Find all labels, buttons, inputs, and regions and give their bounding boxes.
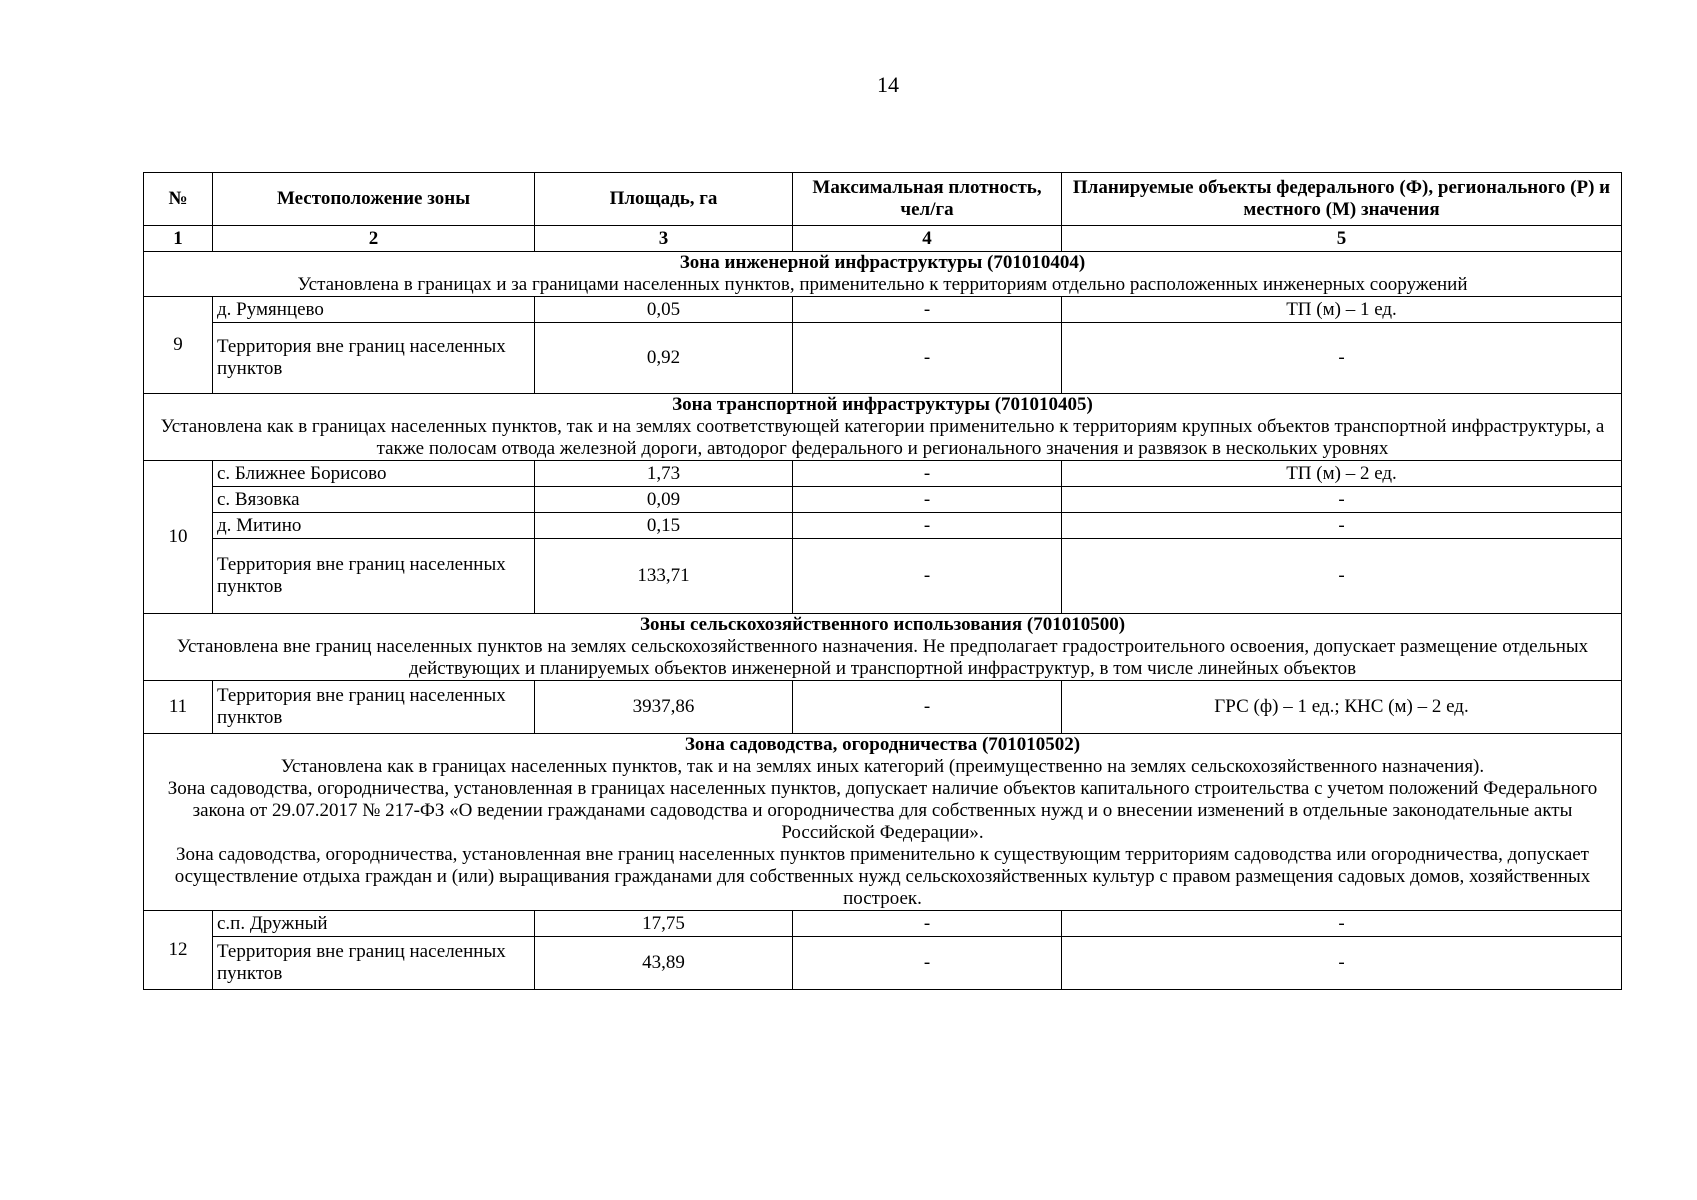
objects-cell: - [1062,323,1622,394]
section-title: Зона садоводства, огородничества (701010502) [684,734,1081,755]
area-cell: 133,71 [535,539,793,614]
objects-cell: - [1062,487,1622,513]
zone-number: 11 [144,681,213,734]
location-cell: с. Ближнее Борисово [213,461,535,487]
objects-cell: ГРС (ф) – 1 ед.; КНС (м) – 2 ед. [1062,681,1622,734]
density-cell: - [793,911,1062,937]
table-row [144,323,1622,394]
header-number: № [144,173,213,226]
objects-cell: ТП (м) – 2 ед. [1062,461,1622,487]
location-cell: с.п. Дружный [213,911,535,937]
zone-number: 12 [144,911,213,990]
objects-cell: - [1062,937,1622,990]
area-cell: 0,15 [535,513,793,539]
table-row [144,539,1622,614]
density-cell: - [793,681,1062,734]
section-description: Установлена в границах и за границами населенных пунктов, применительно к территориям отдельно расположенных инженерных сооружений [297,274,1468,295]
section-description: Зона садоводства, огородничества, установленная вне границ населенных пунктов применительно к существующим территориям садоводства или огородничества, допускает осуществление отдыха граждан и (или) выращивания гражданами для собственных нужд сельскохозяйственных культур с правом размещения садовых домов, хозяйственных построек. [174,844,1591,909]
section-header-row [144,734,1622,911]
location-cell: Территория вне границ населенных пунктов [213,937,535,990]
column-number: 5 [1062,226,1622,252]
area-cell: 43,89 [535,937,793,990]
area-cell: 3937,86 [535,681,793,734]
column-numbers-row [144,226,1622,252]
column-number: 4 [793,226,1062,252]
objects-cell: ТП (м) – 1 ед. [1062,297,1622,323]
location-cell: д. Румянцево [213,297,535,323]
density-cell: - [793,937,1062,990]
density-cell: - [793,487,1062,513]
area-cell: 1,73 [535,461,793,487]
section-header [144,734,1622,911]
location-cell: Территория вне границ населенных пунктов [213,323,535,394]
density-cell: - [793,297,1062,323]
location-cell: д. Митино [213,513,535,539]
zone-number: 9 [144,297,213,394]
section-header [144,614,1622,681]
table-row [144,461,1622,487]
section-title: Зоны сельскохозяйственного использования (701010500) [639,614,1126,635]
table-row [144,297,1622,323]
section-title: Зона инженерной инфраструктуры (701010404) [679,252,1086,273]
section-header-row [144,614,1622,681]
objects-cell: - [1062,513,1622,539]
section-header [144,394,1622,461]
area-cell: 0,09 [535,487,793,513]
density-cell: - [793,539,1062,614]
location-cell: Территория вне границ населенных пунктов [213,539,535,614]
density-cell: - [793,513,1062,539]
header-density: Максимальная плотность, чел/га [793,173,1062,226]
objects-cell: - [1062,911,1622,937]
density-cell: - [793,323,1062,394]
table-header-row [144,173,1622,226]
location-cell: с. Вязовка [213,487,535,513]
section-header-row [144,252,1622,297]
area-cell: 0,05 [535,297,793,323]
section-description: Установлена вне границ населенных пунктов на землях сельскохозяйственного назначения. Не предполагает градостроительного освоения, допускает размещение отдельных действующих и планируемых объектов инженерной и транспортной инфраструктур, в том числе линейных объектов [176,636,1589,679]
section-description: Установлена как в границах населенных пунктов, так и на землях соответствующей категории применительно к территориям крупных объектов транспортной инфраструктуры, а также полосам отвода железной дороги, автодорог федерального и регионального значения и развязок в нескольких уровнях [160,416,1605,459]
section-description: Зона садоводства, огородничества, установленная в границах населенных пунктов, допускает наличие объектов капитального строительства с учетом положений Федерального закона от 29.07.2017 № 217-ФЗ «О ведении гражданами садоводства и огородничества для собственных нужд и о внесении изменений в отдельные законодательные акты Российской Федерации». [167,778,1598,843]
area-cell: 0,92 [535,323,793,394]
area-cell: 17,75 [535,911,793,937]
column-number: 1 [144,226,213,252]
zones-table [143,172,1622,990]
table-row [144,911,1622,937]
header-area: Площадь, га [535,173,793,226]
objects-cell: - [1062,539,1622,614]
section-description: Установлена как в границах населенных пунктов, так и на землях иных категорий (преимущественно на землях сельскохозяйственного назначения). [280,756,1485,777]
table-row [144,487,1622,513]
header-location: Местоположение зоны [213,173,535,226]
page-number: 14 [877,72,899,97]
zone-number: 10 [144,461,213,614]
table-row [144,937,1622,990]
table-row [144,513,1622,539]
table-row [144,681,1622,734]
section-title: Зона транспортной инфраструктуры (701010405) [672,394,1093,415]
column-number: 2 [213,226,535,252]
header-objects: Планируемые объекты федерального (Ф), регионального (Р) и местного (М) значения [1062,173,1622,226]
density-cell: - [793,461,1062,487]
section-header [144,252,1622,297]
location-cell: Территория вне границ населенных пунктов [213,681,535,734]
section-header-row [144,394,1622,461]
column-number: 3 [535,226,793,252]
